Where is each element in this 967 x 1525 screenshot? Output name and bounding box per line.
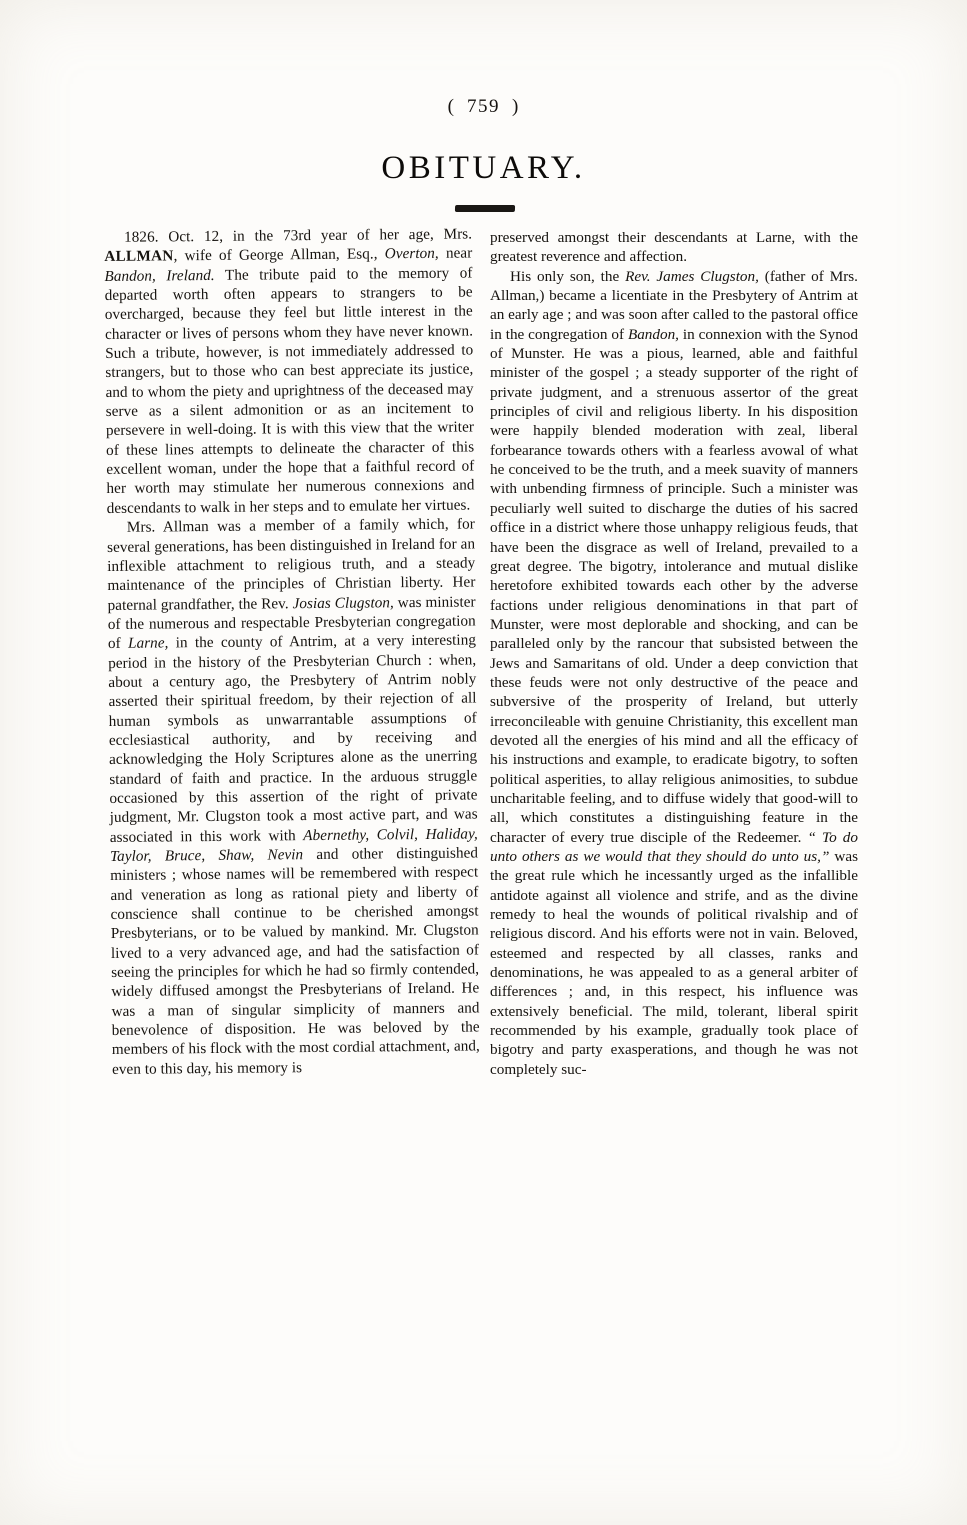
text-run: Mrs. Allman was a member of a family which, for several generations, has been distinguished in Ireland for an inflexible attachment to religious truth, and a steady maintenance of the principles of Christian liberty. Her paternal grandfather, the Rev. [106,515,476,614]
text-run: in connexion with the Synod of Munster. He was a pious, learned, able and faithful minister of the gospel ; a steady supporter of the right of private judgment, and a strenuous assertor of the great principles of civil and religious liberty. In his disposition were happily blended moderation with zeal, liberal forbearance towards others with a fearless avowal of what he conceived to be the truth, and a meek suavity of manners with unbending firmness of principle. Such a minister was peculiarly well suited to discharge the duties of his sacred office in a district where those unhappy religious feuds, that have been the disgrace as well of Ireland, prevailed to a great degree. The bigotry, intolerance and mutual dislike heretofore exhibited towards each other by the adverse factions under religious denominations in that part of Munster, were most deplorable and shocking, and can be paralleled only by the rancour that subsisted between the Jews and Samaritans of old. Under a deep conviction that these feuds were not only destructive of the peace and subversive of the prosperity of Ireland, but utterly irreconcileable with genuine Christianity, this excellent man devoted all the energies of his mind and all the efficacy of his instructions and example, to eradicate bigotry, to soften political asperities, to allay religious animosities, to subdue uncharitable feeling, and to diffuse widely that good-will to all, which constitutes a distinguishing feature in the character of every true disciple of the Redeemer. [490,325,858,846]
paragraph [490,228,858,267]
text-run: ALLMAN [104,247,174,266]
text-run: His only son, the [510,267,626,285]
text-run: was minister of the numerous and respectable Presbyterian congregation of [107,592,476,653]
text-columns [0,225,967,1488]
text-run: 1826. Oct. 12, in the 73rd year of her age, Mrs. [124,225,473,246]
text-run: (father of Mrs. Allman,) became a licentiate in the Presbytery of Antrim at an early age ; and was soon after called to the pastoral office in the congregation of [490,267,858,343]
text-run: preserved amongst their descendants at Larne, with the greatest reverence and affection. [490,229,858,266]
paragraph [107,515,480,1079]
page-title: OBITUARY. [381,150,586,186]
text-run: near [438,244,473,263]
text-run: Bandon, [627,325,679,343]
text-run: Larne, [127,634,169,653]
title-divider [455,205,515,212]
text-run: was the great rule which he incessantly urged as the infallible antidote against all violence and strife, and as the divine remedy to heal the wounds of political rivalship and of religious discord. And his efforts were not in vain. Beloved, esteemed and respected by all classes, ranks and denominations, he was appealed to as a general arbiter of differences ; and, in this respect, his influence was extensively beneficial. The mild, tolerant, liberal spirit recommended by his example, gradually took place of bigotry and party exasperations, and though he was not completely suc- [490,848,858,1078]
column-right [490,228,858,1079]
page-number [0,96,967,118]
page-number-paren-close: ) [512,96,520,117]
text-run: Bandon, Ireland. [104,266,215,285]
paragraph [104,224,475,518]
text-run: , wife of George Allman, Esq., [173,245,385,265]
column-left [104,224,480,1079]
text-run: Rev. James Clugston, [625,267,759,285]
text-run: Overton, [384,245,439,263]
text-run: in the county of Antrim, at a very interesting period in the history of the Presbyterian Church : when, about a century ago, the Presbytery of Antrim nobly asserted their spiritual freedom, by their rejection of all human symbols as unwarrantable assumptions of ecclesiastical authority, and by receiving and acknowledging the Holy Scriptures alone as the unerring standard of faith and practice. In the arduous struggle occasioned by this assertion of the right of private judgment, Mr. Clugston took a most active part, and was associated in this work with [108,631,478,846]
page-number-value: 759 [467,96,500,117]
text-run: The tribute paid to the memory of departed worth often appears to strangers to be overcharged, because they feel but little interest in the character or lives of persons whom they have never known. Such a tribute, however, is not immediately addressed to strangers, but to those who can best appreciate its justice, and to whom the piety and uprightness of the deceased may serve as a silent admonition or as an incitement to persevere in well-doing. It is with this view that the writer of these lines attempts to delineate the character of this excellent woman, under the hope that a faithful record of her worth may stimulate her numerous connexions and descendants to walk in her steps and to emulate her virtues. [104,264,475,517]
text-run: “ To do unto others as we would that they should do unto us,” [490,828,858,865]
text-run: Josias Clugston, [292,593,394,612]
text-run: Abernethy, Colvil, Haliday, Taylor, Bruce, Shaw, Nevin [109,825,478,865]
paragraph [490,267,858,1079]
page-number-paren-open: ( [447,96,455,117]
text-run: and other distinguished ministers ; whose names will be remembered with respect and veneration as long as rational piety and liberty of conscience shall continue to be cherished amongst Presbyterians, or to be valued by mankind. Mr. Clugston lived to a very advanced age, and had the satisfaction of seeing the principles for which he had so firmly contended, widely diffused amongst the Presbyterians of Ireland. He was a man of singular simplicity of manners and benevolence of disposition. He was beloved by the members of his flock with the most cordial attachment, and, even to this day, his memory is [110,844,480,1078]
